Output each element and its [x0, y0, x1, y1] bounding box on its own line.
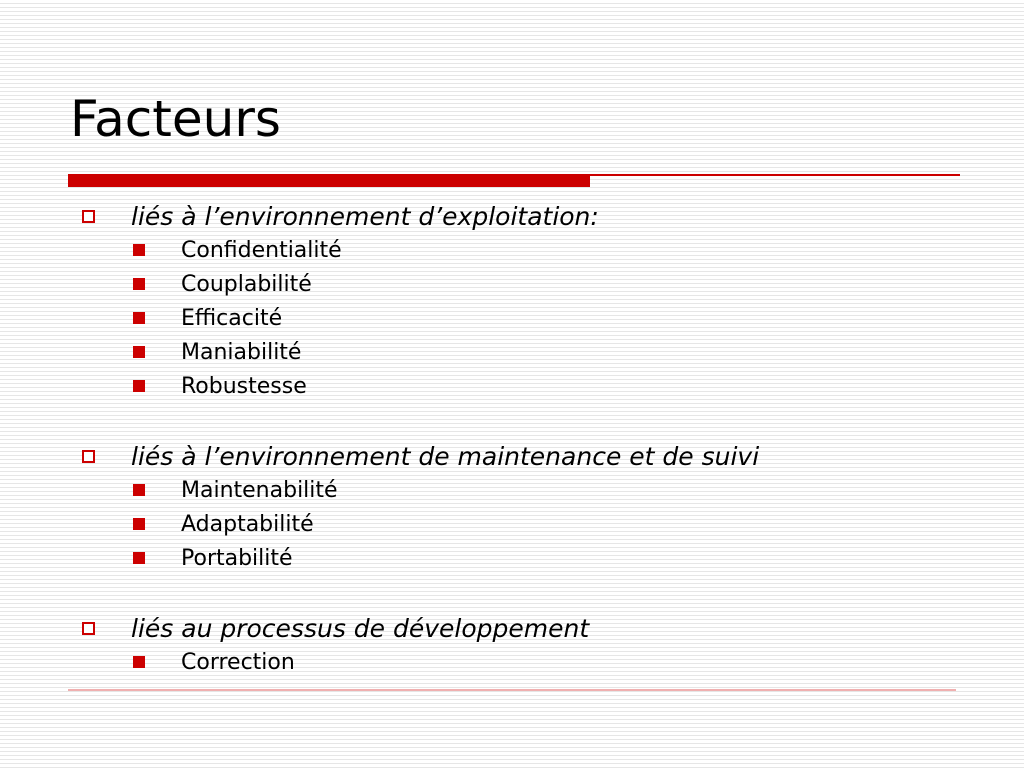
filled-square-bullet-icon: [133, 518, 145, 530]
list-item-text: Adaptabilité: [181, 512, 314, 537]
list-item-text: Robustesse: [181, 374, 307, 399]
filled-square-bullet-icon: [133, 552, 145, 564]
section-heading-text: liés à l’environnement d’exploitation:: [131, 202, 599, 231]
filled-square-bullet-icon: [133, 346, 145, 358]
filled-square-bullet-icon: [133, 484, 145, 496]
filled-square-bullet-icon: [133, 244, 145, 256]
filled-square-bullet-icon: [133, 656, 145, 668]
list-item-text: Portabilité: [181, 546, 293, 571]
footer-divider: [68, 689, 956, 691]
hollow-square-bullet-icon: [82, 450, 95, 463]
hollow-square-bullet-icon: [82, 210, 95, 223]
filled-square-bullet-icon: [133, 380, 145, 392]
slide-title: Facteurs: [70, 90, 281, 148]
list-item-text: Efficacité: [181, 306, 283, 331]
list-item-text: Confidentialité: [181, 238, 342, 263]
section-heading-text: liés au processus de développement: [131, 614, 590, 643]
list-item-text: Correction: [181, 650, 295, 675]
section-heading-text: liés à l’environnement de maintenance et de suivi: [131, 442, 760, 471]
hollow-square-bullet-icon: [82, 622, 95, 635]
filled-square-bullet-icon: [133, 278, 145, 290]
list-item-text: Maniabilité: [181, 340, 302, 365]
list-item-text: Maintenabilité: [181, 478, 338, 503]
filled-square-bullet-icon: [133, 312, 145, 324]
list-item-text: Couplabilité: [181, 272, 312, 297]
